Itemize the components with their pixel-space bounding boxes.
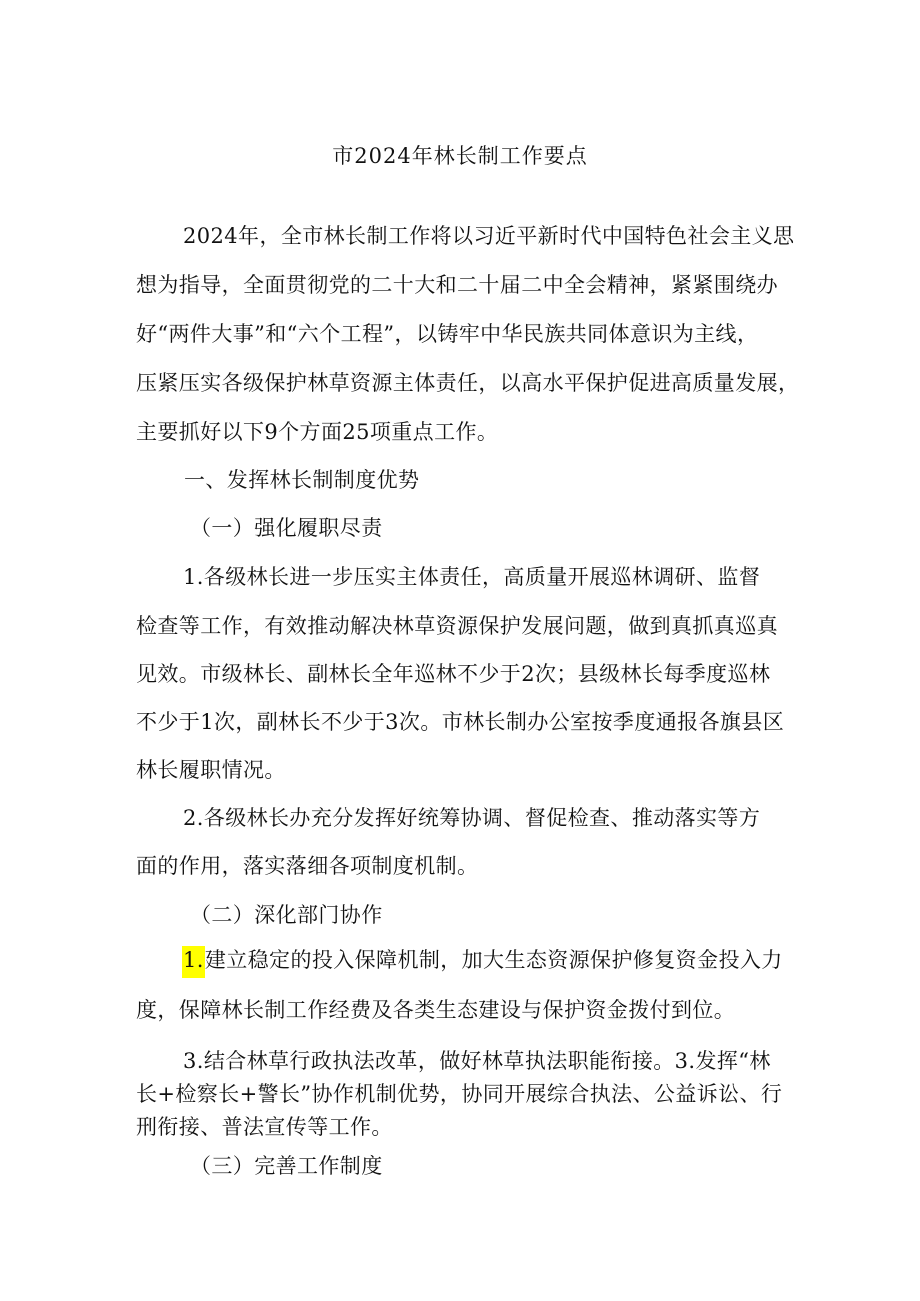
paragraph-line: 3.结合林草行政执法改革，做好林草执法职能衔接。3.发挥“林: [183, 1049, 771, 1073]
subsection-heading: （一）强化履职尽责: [190, 516, 383, 540]
paragraph-text: 建立稳定的投入保障机制，加大生态资源保护修复资金投入力: [204, 948, 783, 972]
paragraph-line: 2.各级林长办充分发挥好统筹协调、督促检查、推动落实等方: [183, 806, 761, 830]
document-title: 市2024年林长制工作要点: [332, 144, 588, 168]
paragraph-line: 林长履职情况。: [136, 758, 286, 782]
subsection-heading: （三）完善工作制度: [190, 1154, 383, 1178]
paragraph-line: 检查等工作，有效推动解决林草资源保护发展问题，做到真抓真巡真: [136, 614, 778, 638]
paragraph-line: 1.各级林长进一步压实主体责任，高质量开展巡林调研、监督: [183, 565, 761, 589]
paragraph-line: 好“两件大事”和“六个工程”，以铸牢中华民族共同体意识为主线，: [136, 322, 759, 346]
highlighted-item-number: 1.: [182, 946, 205, 978]
paragraph-line: 想为指导，全面贯彻党的二十大和二十届二中全会精神，紧紧围绕办: [136, 273, 778, 297]
section-heading: 一、发挥林长制制度优势: [184, 468, 420, 492]
subsection-heading: （二）深化部门协作: [190, 903, 383, 927]
paragraph-line: 度，保障林长制工作经费及各类生态建设与保护资金拨付到位。: [136, 998, 736, 1022]
paragraph-line: 长+检察长+警长”协作机制优势，协同开展综合执法、公益诉讼、行: [136, 1082, 783, 1106]
paragraph-line: 面的作用，落实落细各项制度机制。: [136, 854, 479, 878]
paragraph-line: 刑衔接、普法宣传等工作。: [136, 1115, 393, 1139]
paragraph-line: [182, 944, 783, 978]
paragraph-line: 2024年，全市林长制工作将以习近平新时代中国特色社会主义思: [183, 224, 795, 248]
paragraph-line: 主要抓好以下9个方面25项重点工作。: [136, 420, 499, 444]
paragraph-line: 压紧压实各级保护林草资源主体责任，以高水平保护促进高质量发展，: [136, 371, 800, 395]
paragraph-line: 见效。市级林长、副林长全年巡林不少于2次；县级林长每季度巡林: [136, 662, 771, 686]
paragraph-line: 不少于1次，副林长不少于3次。市林长制办公室按季度通报各旗县区: [136, 710, 785, 734]
